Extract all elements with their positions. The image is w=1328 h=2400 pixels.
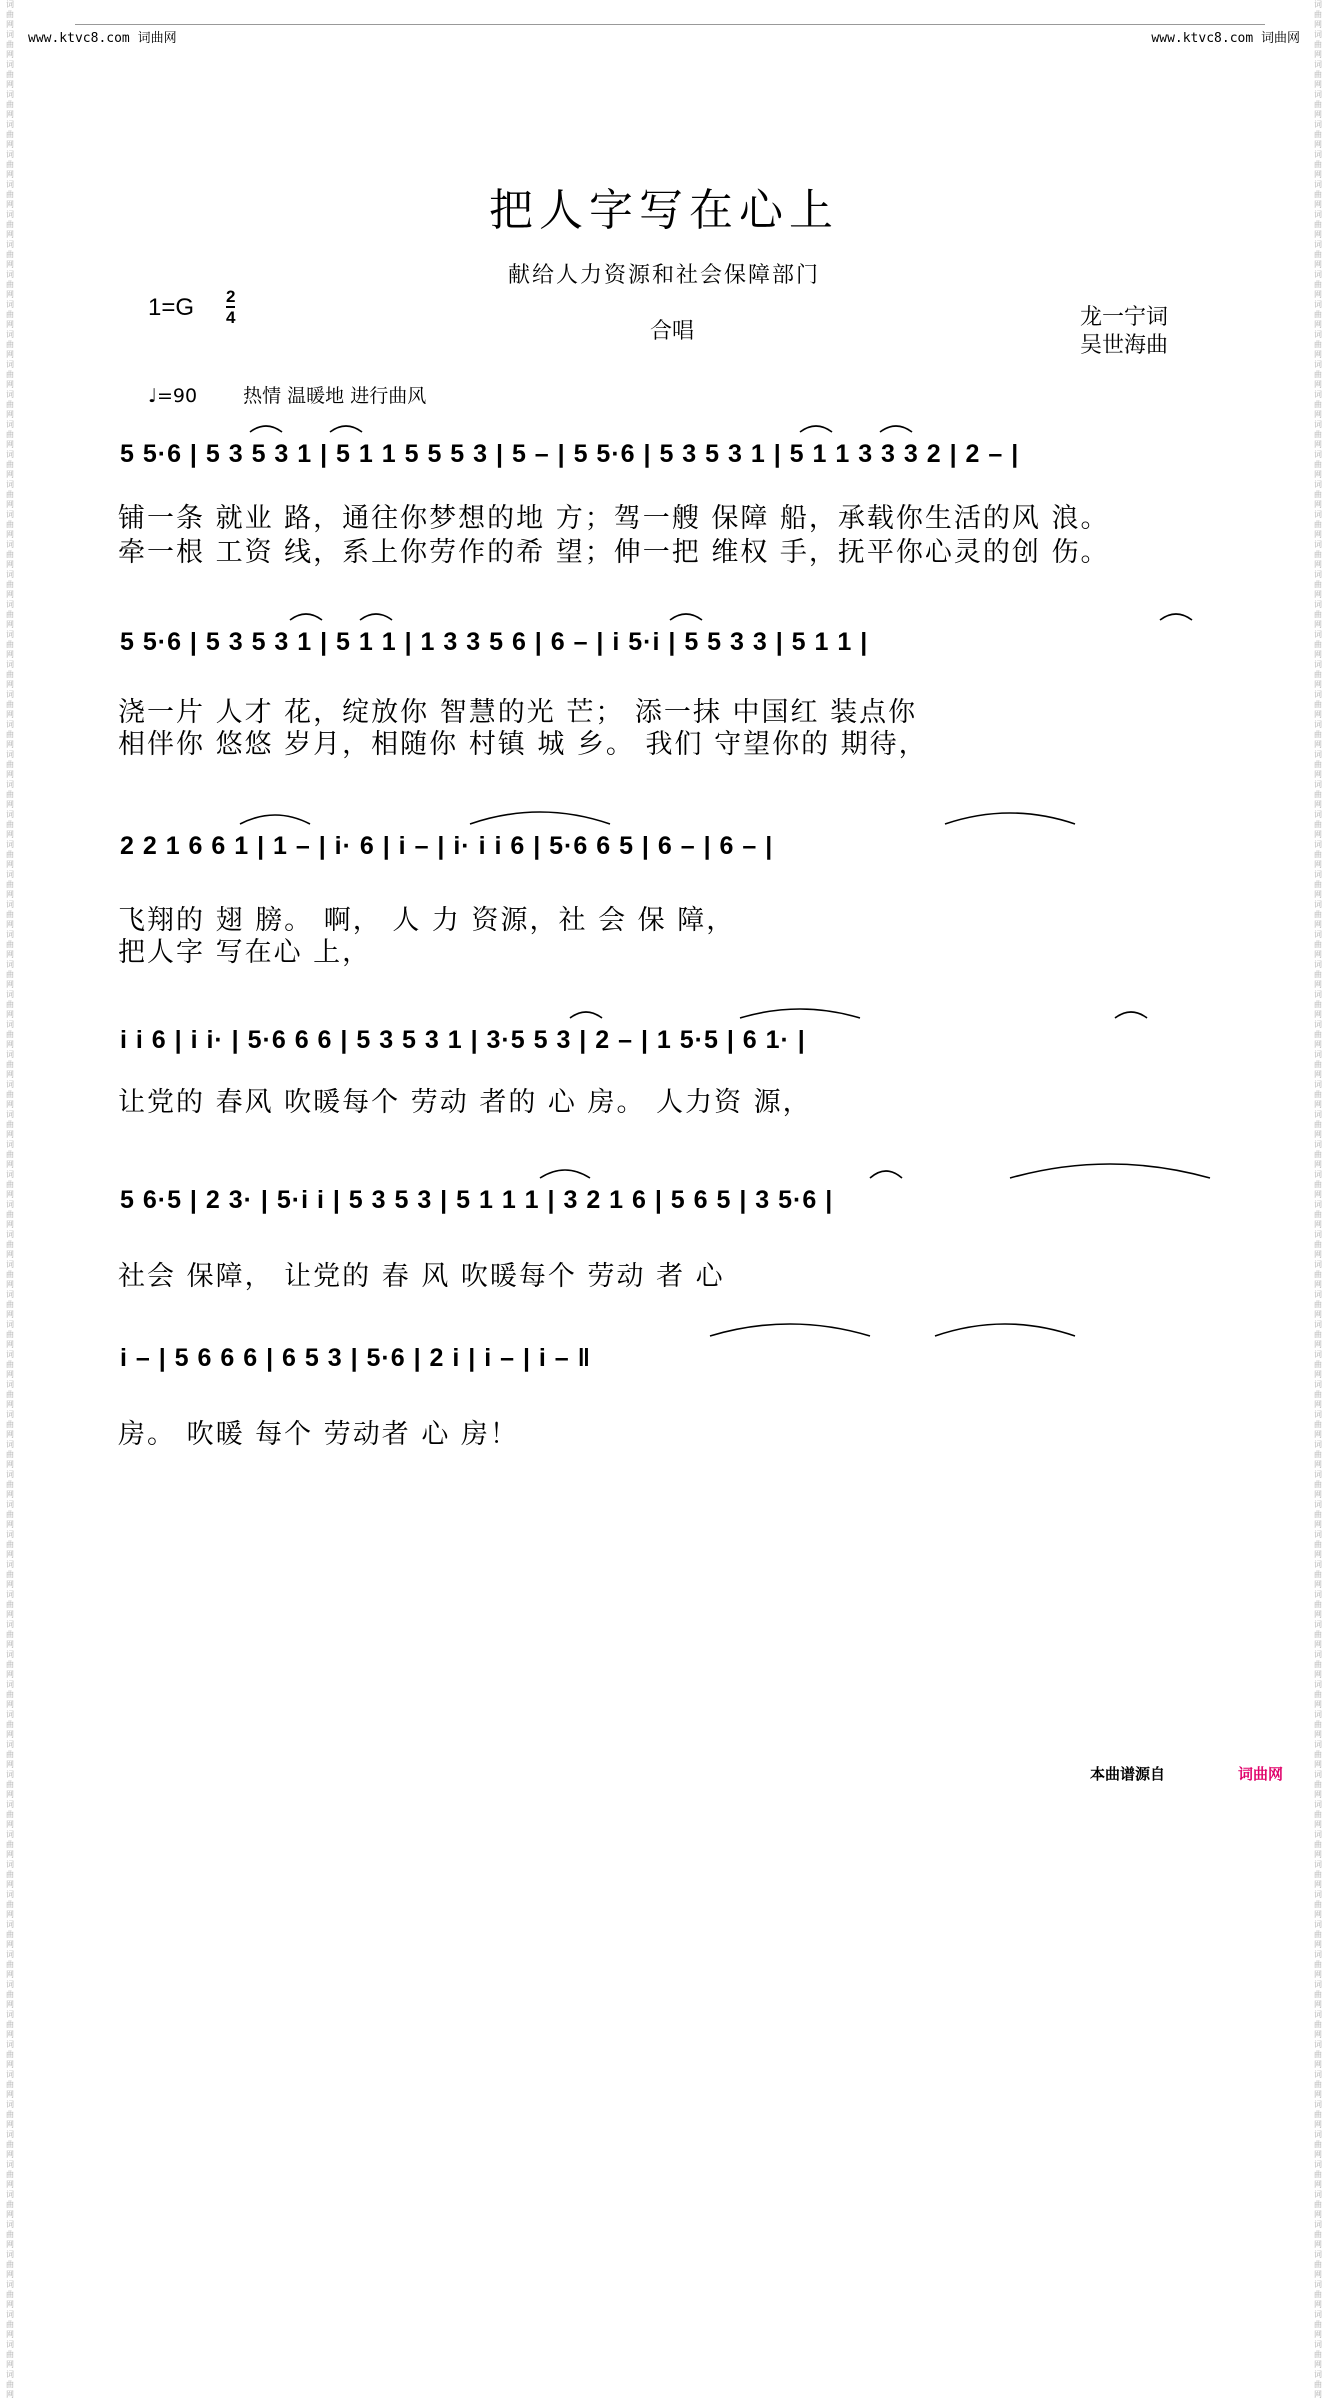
composer-credit: 吴世海曲	[1080, 333, 1169, 358]
lyric-row-1-verse-2: 牵一根 工资 线，系上你劳作的希 望；伸一把 维权 手，抚平你心灵的创 伤。	[118, 537, 1110, 568]
lyricist-credit: 龙一宁词	[1080, 305, 1169, 330]
lyric-row-5-verse-1: 社会 保障， 让党的 春 风 吹暖每个 劳动 者 心	[118, 1261, 725, 1292]
time-signature-bottom: 4	[226, 308, 236, 327]
lyric-row-3-verse-1: 飞翔的 翅 膀。 啊， 人 力 资源，社 会 保 障，	[118, 905, 736, 936]
lyric-row-4-verse-1: 让党的 春风 吹暖每个 劳动 者的 心 房。 人力资 源，	[118, 1087, 812, 1118]
header-site-right[interactable]: www.ktvc8.com 词曲网	[1151, 31, 1300, 46]
score-row-5: 5 6·5 | 2 3· | 5·i i | 5 3 5 3 | 5 1 1 1 | 3 2 1 6 | 5 6 5 | 3 5·6 |	[120, 1186, 834, 1214]
tempo-value: ♩=90	[148, 385, 198, 407]
key-signature: 1=G	[148, 294, 195, 321]
lyric-row-1-verse-1: 铺一条 就业 路，通往你梦想的地 方；驾一艘 保障 船，承载你生活的风 浪。	[118, 503, 1110, 534]
expression-marking: 热情 温暖地 进行曲风	[243, 385, 427, 407]
source-label: 本曲谱源自	[1090, 1765, 1166, 1783]
header-site-left[interactable]: www.ktvc8.com 词曲网	[28, 31, 177, 46]
time-signature-top: 2	[226, 287, 236, 306]
score-row-2: 5 5·6 | 5 3 5 3 1 | 5 1 1 | 1 3 3 5 6 | 6 – | i 5·i | 5 5 3 3 | 5 1 1 |	[120, 628, 869, 656]
performance-form: 合唱	[650, 319, 695, 344]
lyric-row-3-verse-2: 把人字 写在心 上，	[118, 937, 372, 968]
score-row-1: 5 5·6 | 5 3 5 3 1 | 5 1 1 5 5 5 3 | 5 – | 5 5·6 | 5 3 5 3 1 | 5 1 1 3 3 3 2 | 2 – |	[120, 440, 1020, 468]
song-title: 把人字写在心上	[489, 185, 839, 236]
lyric-row-2-verse-2: 相伴你 悠悠 岁月，相随你 村镇 城 乡。 我们 守望你的 期待，	[118, 729, 928, 760]
score-row-6: i – | 5 6 6 6 | 6 5 3 | 5·6 | 2 i | i – | i – ‖	[120, 1344, 592, 1372]
source-site-link[interactable]: 词曲网	[1238, 1765, 1284, 1783]
right-watermark-strip: 词曲网词曲网词曲网词曲网词曲网词曲网词曲网词曲网词曲网词曲网词曲网词曲网词曲网词曲网词曲网词曲网词曲网词曲网词曲网词曲网词曲网词曲网词曲网词曲网词曲网词曲网词曲网词曲网词曲网词曲网词曲网词曲网词曲网词曲网词曲网词曲网词曲网词曲网词曲网词曲网词曲网词曲网词曲网词曲网词曲网词曲网词曲网词曲网词曲网词曲网词曲网词曲网词曲网词曲网词曲网词曲网词曲网词曲网词曲网词曲网词曲网词曲网词曲网词曲网词曲网词曲网词曲网词曲网词曲网词曲网词曲网词曲网词曲网词曲网词曲网词曲网词曲网词曲网词曲网词曲网	[1314, 0, 1322, 2399]
score-row-4: i i 6 | i i· | 5·6 6 6 | 5 3 5 3 1 | 3·5 5 3 | 2 – | 1 5·5 | 6 1· |	[120, 1026, 806, 1054]
left-watermark-strip: 词曲网词曲网词曲网词曲网词曲网词曲网词曲网词曲网词曲网词曲网词曲网词曲网词曲网词曲网词曲网词曲网词曲网词曲网词曲网词曲网词曲网词曲网词曲网词曲网词曲网词曲网词曲网词曲网词曲网词曲网词曲网词曲网词曲网词曲网词曲网词曲网词曲网词曲网词曲网词曲网词曲网词曲网词曲网词曲网词曲网词曲网词曲网词曲网词曲网词曲网词曲网词曲网词曲网词曲网词曲网词曲网词曲网词曲网词曲网词曲网词曲网词曲网词曲网词曲网词曲网词曲网词曲网词曲网词曲网词曲网词曲网词曲网词曲网词曲网词曲网词曲网词曲网词曲网词曲网词曲网	[6, 0, 14, 2399]
song-subtitle: 献给人力资源和社会保障部门	[507, 263, 820, 288]
score-row-3: 2 2 1 6 6 1 | 1 – | i· 6 | i – | i· i i 6 | 5·6 6 5 | 6 – | 6 – |	[120, 832, 774, 860]
lyric-row-2-verse-1: 浇一片 人才 花，绽放你 智慧的光 芒； 添一抹 中国红 装点你	[118, 697, 918, 728]
lyric-row-6-verse-1: 房。 吹暖 每个 劳动者 心 房！	[118, 1419, 519, 1450]
